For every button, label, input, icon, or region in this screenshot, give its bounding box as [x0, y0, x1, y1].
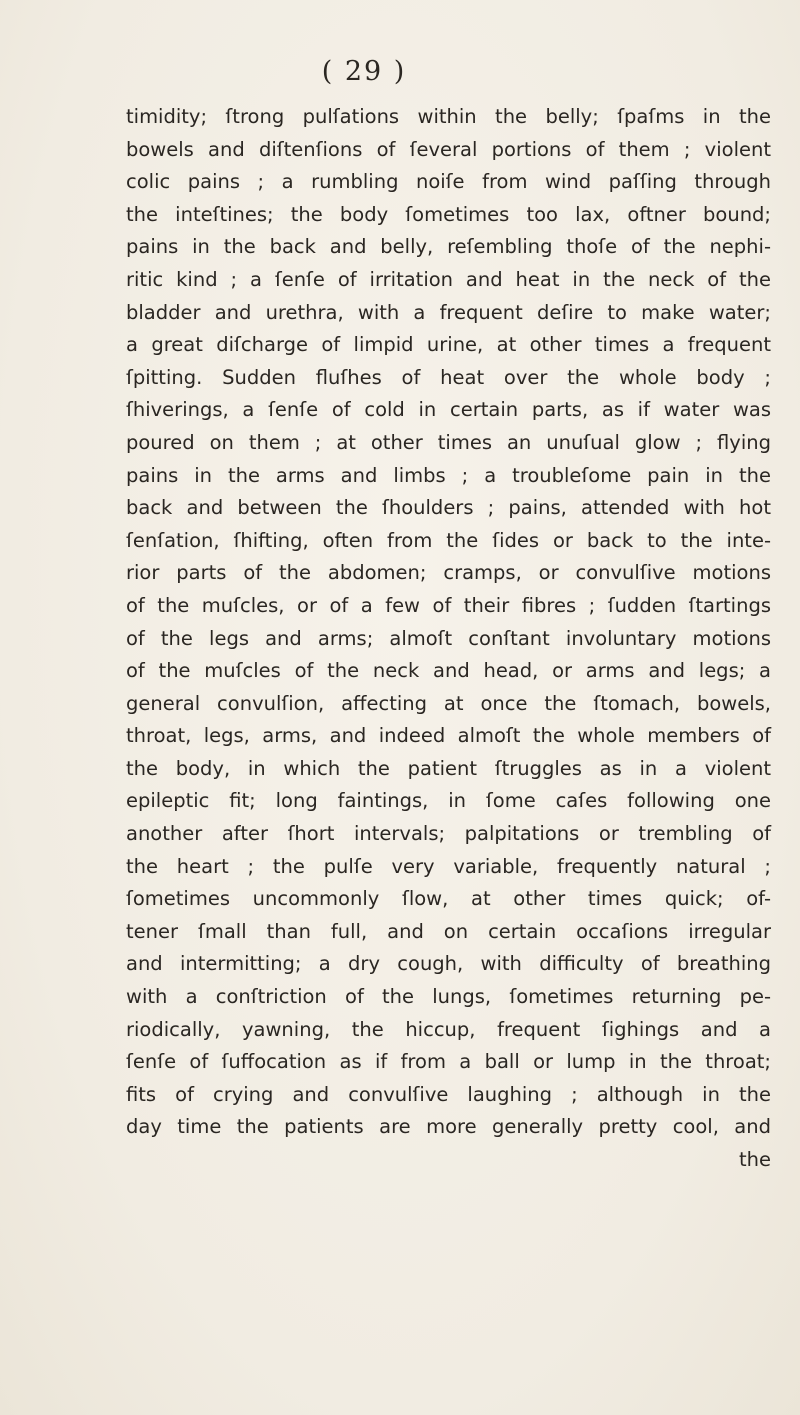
text-line: general convulſion, affecting at once the ſtomach, bowels,	[126, 691, 771, 715]
text-line: the body, in which the patient ſtruggles as in a violent	[126, 756, 771, 780]
text-line: riodically, yawning, the hiccup, frequent ſighings and a	[126, 1017, 771, 1041]
text-line: ſpitting. Sudden fluſhes of heat over the whole body ;	[126, 365, 771, 389]
text-line: bladder and urethra, with a frequent deſire to make water;	[126, 300, 771, 324]
text-line: ſenſe of ſuffocation as if from a ball or lump in the throat;	[126, 1050, 771, 1074]
text-line: of the muſcles of the neck and head, or arms and legs; a	[126, 659, 771, 683]
text-line: poured on them ; at other times an unuſual glow ; flying	[126, 430, 771, 454]
text-line: and intermitting; a dry cough, with difficulty of breathing	[126, 952, 771, 976]
text-line: the heart ; the pulſe very variable, frequently natural ;	[126, 854, 771, 878]
text-line: ritic kind ; a ſenſe of irritation and heat in the neck of the	[126, 267, 771, 291]
text-line: bowels and diſtenſions of ſeveral portions of them ; violent	[126, 137, 771, 161]
catchword: the	[738, 1148, 771, 1171]
text-line: throat, legs, arms, and indeed almoſt the whole members of	[126, 724, 771, 748]
text-line: rior parts of the abdomen; cramps, or convulſive motions	[126, 561, 771, 585]
text-line: of the muſcles, or of a few of their fibres ; ſudden ſtartings	[126, 593, 771, 617]
text-line: colic pains ; a rumbling noiſe from wind paſſing through	[126, 170, 771, 194]
text-line: day time the patients are more generally pretty cool, and	[126, 1115, 771, 1139]
text-line: ſhiverings, a ſenſe of cold in certain parts, as if water was	[126, 398, 771, 422]
page-number: ( 29 )	[321, 56, 407, 87]
text-line: tener ſmall than full, and on certain occaſions irregular	[126, 919, 771, 943]
text-line: the inteſtines; the body ſometimes too lax, oftner bound;	[126, 202, 771, 226]
text-line: pains in the back and belly, reſembling thoſe of the nephi-	[126, 235, 771, 259]
text-line: a great diſcharge of limpid urine, at other times a frequent	[126, 333, 771, 357]
text-line: with a conſtriction of the lungs, ſometimes returning pe-	[126, 985, 771, 1009]
text-line: fits of crying and convulſive laughing ; although in the	[126, 1082, 771, 1106]
text-line: another after ſhort intervals; palpitations or trembling of	[126, 822, 771, 846]
text-line: of the legs and arms; almoſt conſtant involuntary motions	[126, 626, 771, 650]
text-line: pains in the arms and limbs ; a troubleſome pain in the	[126, 463, 771, 487]
body-text	[126, 101, 771, 1177]
text-line: timidity; ſtrong pulſations within the belly; ſpaſms in the	[126, 105, 771, 128]
text-line: ſometimes uncommonly ſlow, at other times quick; of-	[126, 887, 771, 911]
text-line: epileptic fit; long faintings, in ſome caſes following one	[126, 789, 771, 813]
text-line: back and between the ſhoulders ; pains, attended with hot	[126, 496, 771, 520]
text-line: ſenſation, ſhifting, often from the ſides or back to the inte-	[126, 528, 771, 552]
